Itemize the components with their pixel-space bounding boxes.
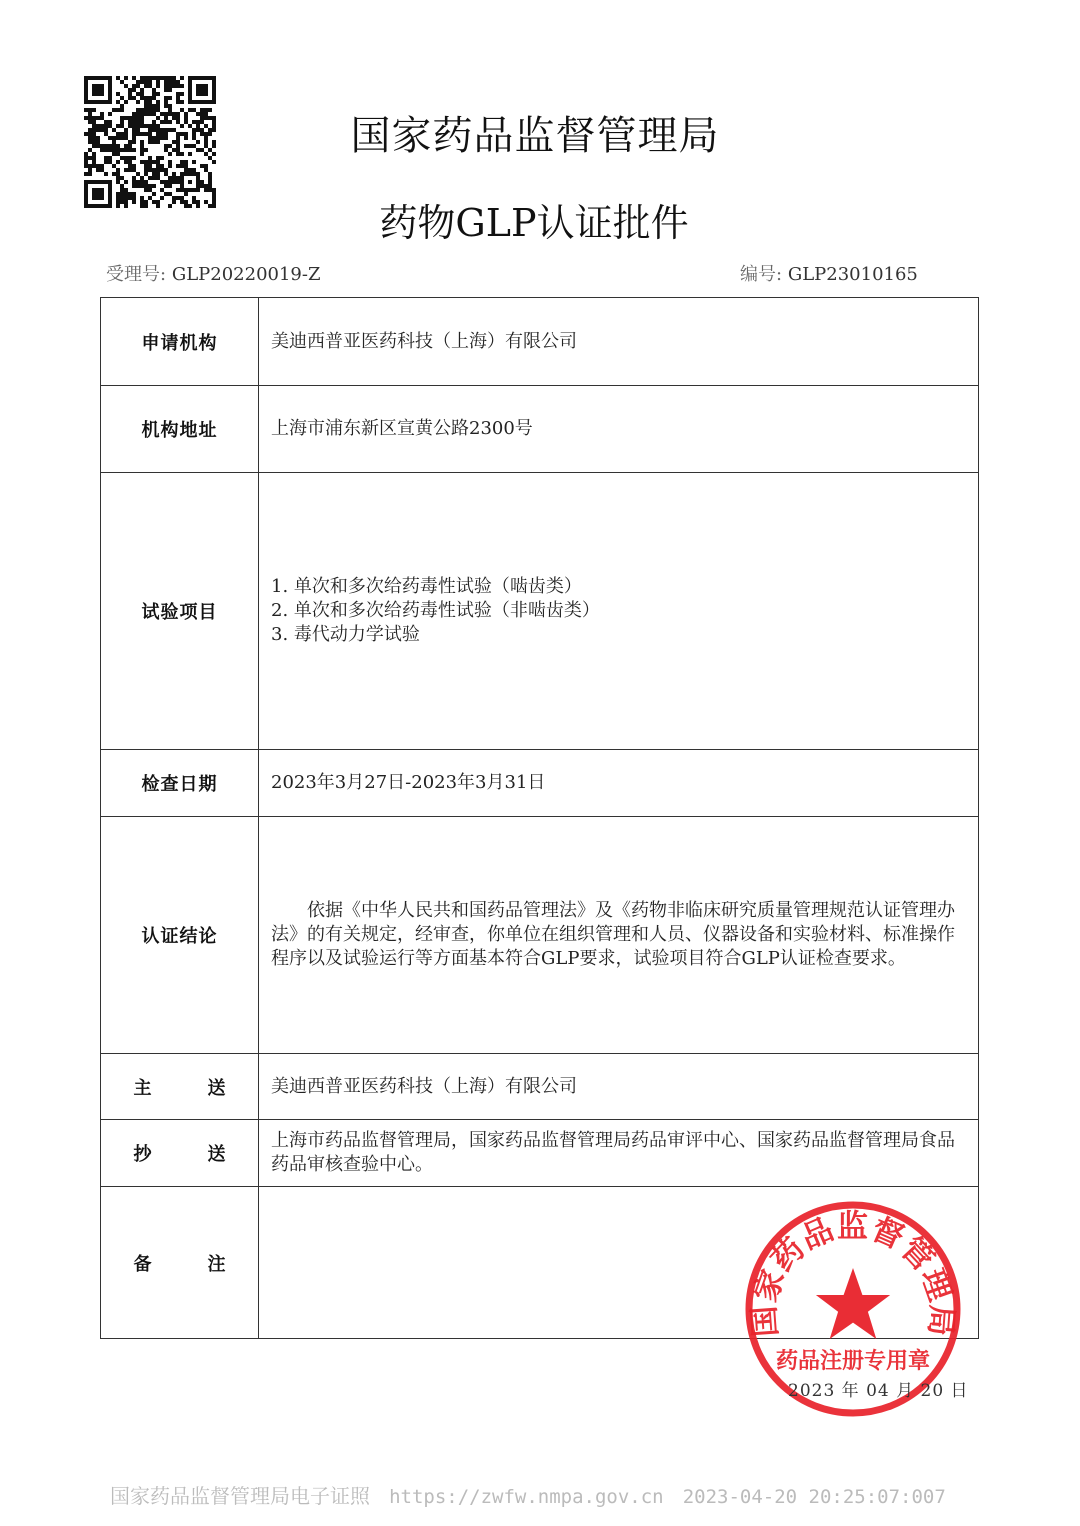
inspection-date-value: 2023年3月27日-2023年3月31日 xyxy=(259,750,979,817)
serial-number xyxy=(740,260,918,286)
applicant-label: 申请机构 xyxy=(101,298,259,386)
star-icon xyxy=(816,1268,890,1339)
footer-cert-label: 国家药品监督管理局电子证照 xyxy=(110,1484,370,1508)
items-label: 试验项目 xyxy=(101,473,259,750)
list-item: 2. 单次和多次给药毒性试验（非啮齿类） xyxy=(271,600,600,621)
main-send-label: 主送 xyxy=(101,1054,259,1120)
footer-url: https://zwfw.nmpa.gov.cn xyxy=(389,1486,664,1508)
table-row xyxy=(101,473,979,750)
accept-number xyxy=(106,260,320,286)
table-row xyxy=(101,386,979,473)
accept-number-label: 受理号: xyxy=(106,264,167,285)
seal-arc-text: 国家药品监督管理局 xyxy=(746,1208,960,1339)
seal-date: 2023 年 04 月 20 日 xyxy=(788,1381,969,1401)
conclusion-value: 依据《中华人民共和国药品管理法》及《药物非临床研究质量管理规范认证管理办法》的有关规定，经审查，你单位在组织管理和人员、仪器设备和实验材料、标准操作程序以及试验运行等方面基本符合GLP要求，试验项目符合GLP认证检查要求。 xyxy=(259,817,979,1054)
inspection-date-label: 检查日期 xyxy=(101,750,259,817)
accept-number-value: GLP20220019-Z xyxy=(171,264,321,285)
main-send-value: 美迪西普亚医药科技（上海）有限公司 xyxy=(259,1054,979,1120)
items-list xyxy=(259,473,979,750)
table-row xyxy=(101,1054,979,1120)
address-label: 机构地址 xyxy=(101,386,259,473)
list-item: 3. 毒代动力学试验 xyxy=(271,624,420,645)
document-title: 药物GLP认证批件 xyxy=(379,201,689,245)
table-row xyxy=(101,1120,979,1187)
applicant-value: 美迪西普亚医药科技（上海）有限公司 xyxy=(259,298,979,386)
list-item: 1. 单次和多次给药毒性试验（啮齿类） xyxy=(271,576,582,597)
seal-bottom-text: 药品注册专用章 xyxy=(775,1349,931,1374)
table-row xyxy=(101,750,979,817)
agency-title: 国家药品监督管理局 xyxy=(350,113,720,159)
cc-label: 抄送 xyxy=(101,1120,259,1187)
remarks-label: 备注 xyxy=(101,1187,259,1339)
approval-table xyxy=(100,297,979,1339)
table-row xyxy=(101,298,979,386)
table-row xyxy=(101,817,979,1054)
footer-timestamp: 2023-04-20 20:25:07:007 xyxy=(682,1486,946,1508)
serial-number-label: 编号: xyxy=(740,264,783,285)
cc-value: 上海市药品监督管理局，国家药品监督管理局药品审评中心、国家药品监督管理局食品药品审核查验中心。 xyxy=(259,1120,979,1187)
address-value: 上海市浦东新区宣黄公路2300号 xyxy=(259,386,979,473)
conclusion-label: 认证结论 xyxy=(101,817,259,1054)
footer-watermark xyxy=(110,1480,946,1509)
serial-number-value: GLP23010165 xyxy=(787,264,918,285)
